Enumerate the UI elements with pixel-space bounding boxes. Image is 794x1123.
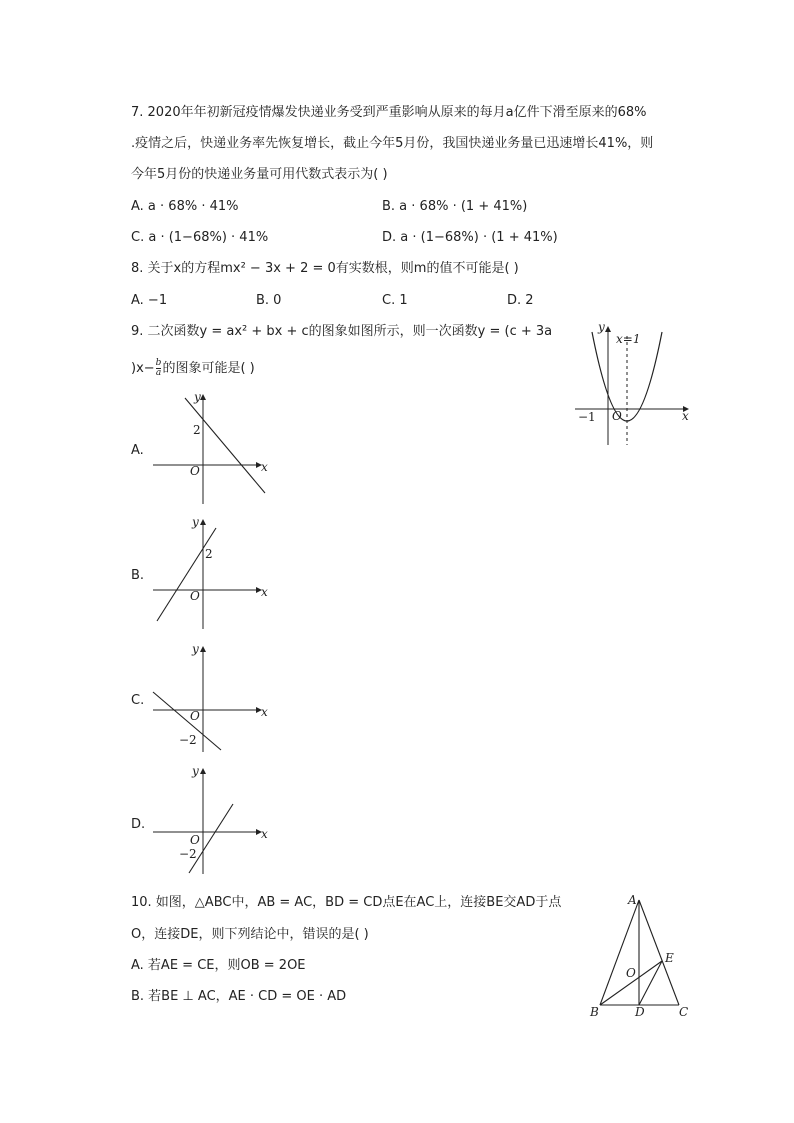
q9-a-intercept: 2 [193, 423, 201, 437]
q9-parabola-origin: O [612, 409, 622, 423]
q9-option-b-graph [148, 515, 278, 630]
q9-d-origin: O [190, 833, 200, 847]
q10-label-e: E [665, 951, 674, 965]
q9-stem-part1: )x− [131, 361, 155, 376]
q8-option-a: A. −1 [131, 293, 168, 308]
q9-parabola-figure [570, 320, 700, 450]
q7-stem-line1: 7. 2020年年初新冠疫情爆发快递业务受到严重影响从原来的每月a亿件下滑至原来的68% [131, 105, 647, 120]
q9-b-x-label: x [261, 585, 268, 599]
q9-c-y-label: y [192, 642, 199, 656]
q9-option-c-label: C. [131, 693, 145, 708]
q10-option-b: B. 若BE ⊥ AC，AE · CD = OE · AD [131, 989, 347, 1004]
q8-option-b: B. 0 [256, 293, 282, 308]
q9-stem-line2 [131, 359, 255, 378]
q8-stem: 8. 关于x的方程mx² − 3x + 2 = 0有实数根，则m的值不可能是( ) [131, 261, 519, 276]
q9-a-y-label: y [194, 390, 201, 404]
q9-c-origin: O [190, 709, 200, 723]
q7-stem-line2: .疫情之后，快递业务率先恢复增长，截止今年5月份，我国快递业务量已迅速增长41%，则 [131, 136, 654, 151]
q10-option-a: A. 若AE = CE，则OB = 2OE [131, 958, 306, 973]
q9-option-d-label: D. [131, 817, 146, 832]
q8-option-d: D. 2 [507, 293, 534, 308]
q7-option-d: D. a · (1−68%) · (1 + 41%) [382, 230, 558, 245]
q9-d-intercept: −2 [179, 847, 197, 861]
q9-fraction-den: a [155, 368, 162, 378]
q10-stem-line2: O，连接DE，则下列结论中，错误的是( ) [131, 927, 369, 942]
q10-stem-line1: 10. 如图，△ABC中，AB = AC，BD = CD点E在AC上，连接BE交AD于点 [131, 895, 562, 910]
q10-label-d: D [635, 1005, 645, 1019]
q9-d-x-label: x [261, 827, 268, 841]
q7-stem-line3: 今年5月份的快递业务量可用代数式表示为( ) [131, 167, 388, 182]
q9-parabola-x-label: x [682, 409, 689, 423]
q10-label-b: B [590, 1005, 599, 1019]
q9-d-y-label: y [192, 764, 199, 778]
q9-option-c-graph [148, 640, 278, 755]
q9-parabola-axis-label: x=1 [616, 332, 641, 346]
q9-option-d-graph [148, 762, 278, 877]
q9-stem-part2: 的图象可能是( ) [162, 361, 255, 376]
q9-fraction-num: b [155, 358, 162, 368]
q9-c-intercept: −2 [179, 733, 197, 747]
q9-b-origin: O [190, 589, 200, 603]
q9-option-b-label: B. [131, 568, 145, 583]
q7-option-b: B. a · 68% · (1 + 41%) [382, 199, 528, 214]
q9-c-x-label: x [261, 705, 268, 719]
q9-b-intercept: 2 [205, 547, 213, 561]
q10-triangle-figure [588, 892, 698, 1022]
q10-label-o: O [626, 966, 636, 980]
q10-label-a: A [628, 893, 637, 907]
q9-fraction [156, 359, 162, 378]
q7-option-c: C. a · (1−68%) · 41% [131, 230, 269, 245]
q9-option-a-label: A. [131, 443, 144, 458]
q10-label-c: C [679, 1005, 689, 1019]
q9-parabola-neg-one: −1 [578, 410, 596, 424]
q7-option-a: A. a · 68% · 41% [131, 199, 239, 214]
q9-option-a-graph [148, 390, 278, 505]
q8-option-c: C. 1 [382, 293, 408, 308]
q9-b-y-label: y [192, 515, 199, 529]
q9-stem-line1: 9. 二次函数y = ax² + bx + c的图象如图所示，则一次函数y = (c + 3a [131, 324, 553, 339]
q9-a-origin: O [190, 464, 200, 478]
q9-parabola-y-label: y [598, 320, 605, 334]
q9-a-x-label: x [261, 460, 268, 474]
